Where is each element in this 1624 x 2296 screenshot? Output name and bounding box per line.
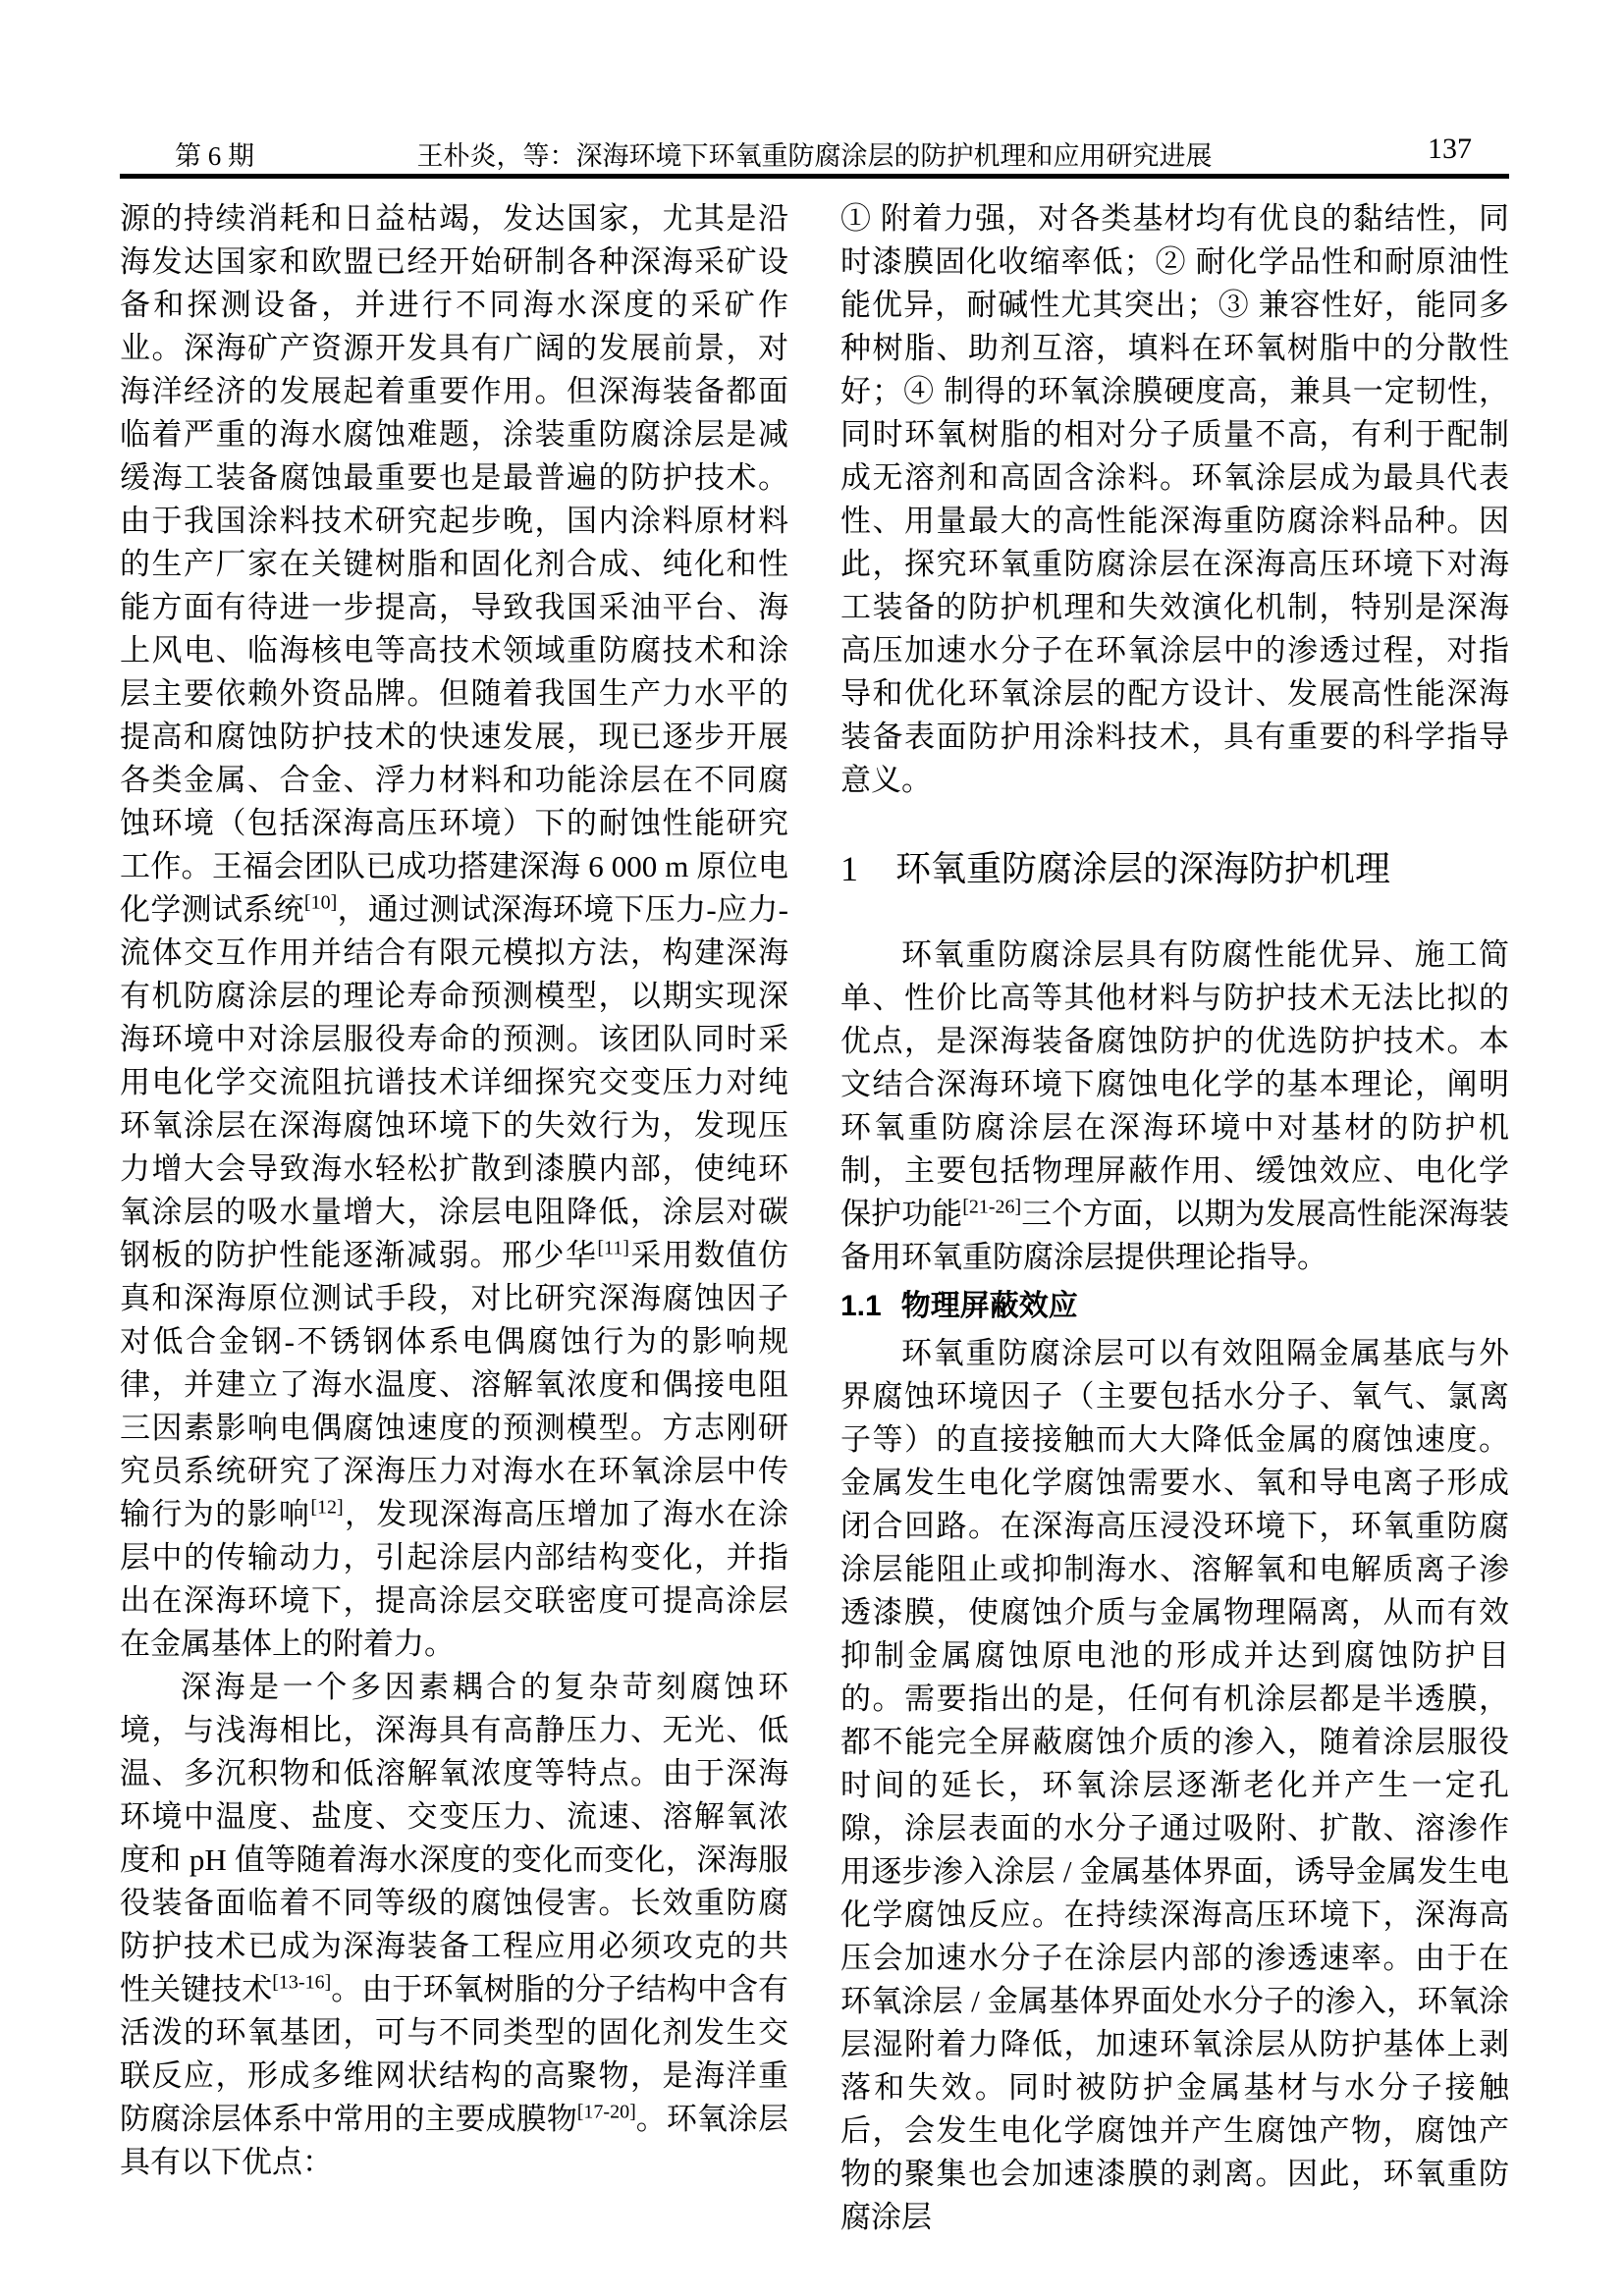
running-title: 王朴炎，等：深海环境下环氧重防腐涂层的防护机理和应用研究进展 [416, 141, 1213, 171]
right-column [840, 197, 1509, 2239]
paragraph: 环氧重防腐涂层具有防腐性能优异、施工简单、性价比高等其他材料与防护技术无法比拟的优点，是深海装备腐蚀防护的优选防护技术。本文结合深海环境下腐蚀电化学的基本理论，阐明环氧重防腐涂层在深海环境中对基材的防护机制，主要包括物理屏蔽作用、缓蚀效应、电化学保护功能[21-26]三个方面，以期为发展高性能深海装备用环氧重防腐涂层提供理论指导。 [840, 937, 1509, 1274]
left-column [120, 197, 788, 2184]
heading-number: 1.1 [840, 1290, 882, 1322]
paragraph: 环氧重防腐涂层可以有效阻隔金属基底与外界腐蚀环境因子（主要包括水分子、氧气、氯离子等）的直接接触而大大降低金属的腐蚀速度。金属发生电化学腐蚀需要水、氧和导电离子形成闭合回路。在深海高压浸没环境下，环氧重防腐涂层能阻止或抑制海水、溶解氧和电解质离子渗透漆膜，使腐蚀介质与金属物理隔离，从而有效抑制金属腐蚀原电池的形成并达到腐蚀防护目的。需要指出的是，任何有机涂层都是半透膜，都不能完全屏蔽腐蚀介质的渗入，随着涂层服役时间的延长，环氧涂层逐渐老化并产生一定孔隙，涂层表面的水分子通过吸附、扩散、溶渗作用逐步渗入涂层 / 金属基体界面，诱导金属发生电化学腐蚀反应。在持续深海高压环境下，深海高压会加速水分子在涂层内部的渗透速率。由于在环氧涂层 / 金属基体界面处水分子的渗入，环氧涂层湿附着力降低，加速环氧涂层从防护基体上剥落和失效。同时被防护金属基材与水分子接触后，会发生电化学腐蚀并产生腐蚀产物，腐蚀产物的聚集也会加速漆膜的剥离。因此，环氧重防腐涂层 [840, 1336, 1509, 2234]
paragraph: 深海是一个多因素耦合的复杂苛刻腐蚀环境，与浅海相比，深海具有高静压力、无光、低温、多沉积物和低溶解氧浓度等特点。由于深海环境中温度、盐度、交变压力、流速、溶解氧浓度和 pH 值等随着海水深度的变化而变化，深海服役装备面临着不同等级的腐蚀侵害。长效重防腐防护技术已成为深海装备工程应用必须攻克的共性关键技术[13-16]。由于环氧树脂的分子结构中含有活泼的环氧基团，可与不同类型的固化剂发生交联反应，形成多维网状结构的高聚物，是海洋重防腐涂层体系中常用的主要成膜物[17-20]。环氧涂层具有以下优点： [120, 1670, 789, 2179]
paragraph: ① 附着力强，对各类基材均有优良的黏结性，同时漆膜固化收缩率低；② 耐化学品性和耐原油性能优异，耐碱性尤其突出；③ 兼容性好，能同多种树脂、助剂互溶，填料在环氧树脂中的分散性好；④ 制得的环氧涂膜硬度高，兼具一定韧性，同时环氧树脂的相对分子质量不高，有利于配制成无溶剂和高固含涂料。环氧涂层成为最具代表性、用量最大的高性能深海重防腐涂料品种。因此，探究环氧重防腐涂层在深海高压环境下对海工装备的防护机理和失效演化机制，特别是深海高压加速水分子在环氧涂层中的渗透过程，对指导和优化环氧涂层的配方设计、发展高性能深海装备表面防护用涂料技术，具有重要的科学指导意义。 [840, 201, 1509, 797]
heading-title: 环氧重防腐涂层的深海防护机理 [895, 849, 1391, 888]
page-header [120, 131, 1509, 170]
journal-issue-label: 第 6 期 [175, 141, 254, 171]
page-number: 137 [1428, 133, 1472, 165]
paragraph: 源的持续消耗和日益枯竭，发达国家，尤其是沿海发达国家和欧盟已经开始研制各种深海采矿设备和探测设备，并进行不同海水深度的采矿作业。深海矿产资源开发具有广阔的发展前景，对海洋经济的发展起着重要作用。但深海装备都面临着严重的海水腐蚀难题，涂装重防腐涂层是减缓海工装备腐蚀最重要也是最普遍的防护技术。由于我国涂料技术研究起步晚，国内涂料原材料的生产厂家在关键树脂和固化剂合成、纯化和性能方面有待进一步提高，导致我国采油平台、海上风电、临海核电等高技术领域重防腐技术和涂层主要依赖外资品牌。但随着我国生产力水平的提高和腐蚀防护技术的快速发展，现已逐步开展各类金属、合金、浮力材料和功能涂层在不同腐蚀环境（包括深海高压环境）下的耐蚀性能研究工作。王福会团队已成功搭建深海 6 000 m 原位电化学测试系统[10]，通过测试深海环境下压力-应力-流体交互作用并结合有限元模拟方法，构建深海有机防腐涂层的理论寿命预测模型，以期实现深海环境中对涂层服役寿命的预测。该团队同时采用电化学交流阻抗谱技术详细探究交变压力对纯环氧涂层在深海腐蚀环境下的失效行为，发现压力增大会导致海水轻松扩散到漆膜内部，使纯环氧涂层的吸水量增大，涂层电阻降低，涂层对碳钢板的防护性能逐渐减弱。邢少华[11]采用数值仿真和深海原位测试手段，对比研究深海腐蚀因子对低合金钢-不锈钢体系电偶腐蚀行为的影响规律，并建立了海水温度、溶解氧浓度和偶接电阻三因素影响电偶腐蚀速度的预测模型。方志刚研究员系统研究了深海压力对海水在环氧涂层中传输行为的影响[12]，发现深海高压增加了海水在涂层中的传输动力，引起涂层内部结构变化，并指出在深海环境下，提高涂层交联密度可提高涂层在金属基体上的附着力。 [120, 201, 789, 1661]
header-rule [120, 174, 1509, 179]
citation-ref: [11] [597, 1237, 629, 1259]
citation-ref: [12] [310, 1496, 344, 1519]
citation-ref: [13-16] [272, 1971, 332, 1994]
heading-number: 1 [840, 849, 858, 888]
citation-ref: [21-26] [962, 1196, 1022, 1218]
section-heading [840, 845, 1509, 892]
subsection-heading [840, 1285, 1509, 1328]
heading-title: 物理屏蔽效应 [900, 1290, 1078, 1322]
citation-ref: [17-20] [576, 2101, 636, 2123]
citation-ref: [10] [303, 891, 338, 914]
